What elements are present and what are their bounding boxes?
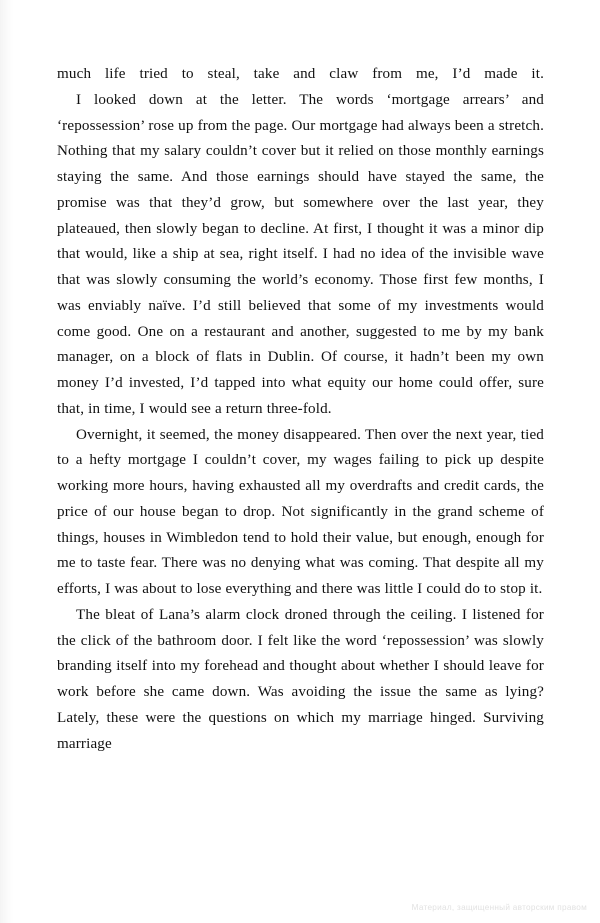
page-gutter-shadow (0, 0, 14, 923)
paragraph-letter: I looked down at the letter. The words ‘mortgage arrears’ and ‘repossession’ rose up from the page. Our mortgage had always been a stretch. Nothing that my salary couldn’t cover but it relied on those monthly earnings staying the same. And those earnings should have stayed the same, the promise was that they’d grow, but somewhere over the last year, they plateaued, then slowly began to decline. At first, I thought it was a minor dip that would, like a ship at sea, right itself. I had no idea of the invisible wave that was slowly consuming the world’s economy. Those first few months, I was enviably naïve. I’d still believed that some of my investments would come good. One on a restaurant and another, suggested to me by my bank manager, on a block of flats in Dublin. Of course, it hadn’t been my own money I’d invested, I’d tapped into what equity our home could offer, sure that, in time, I would see a return three-fold. (57, 91, 544, 417)
page-text-block (57, 62, 544, 757)
copyright-watermark: Материал, защищенный авторским правом (411, 903, 587, 912)
paragraph-overnight: Overnight, it seemed, the money disappeared. Then over the next year, tied to a hefty mortgage I couldn’t cover, my wages failing to pick up despite working more hours, having exhausted all my overdrafts and credit cards, the price of our house began to drop. Not significantly in the grand scheme of things, houses in Wimbledon tend to hold their value, but enough, enough for me to taste fear. There was no denying what was coming. That despite all my efforts, I was about to lose everything and there was little I could do to stop it. (57, 426, 544, 597)
paragraph-continuation: much life tried to steal, take and claw from me, I’d made it. (57, 66, 544, 82)
paragraph-bleat: The bleat of Lana’s alarm clock droned through the ceiling. I listened for the click of the bathroom door. I felt like the word ‘repossession’ was slowly branding itself into my forehead and thought about whether I should leave for work before she came down. Was avoiding the issue the same as lying? Lately, these were the questions on which my marriage hinged. Surviving marriage (57, 606, 544, 752)
